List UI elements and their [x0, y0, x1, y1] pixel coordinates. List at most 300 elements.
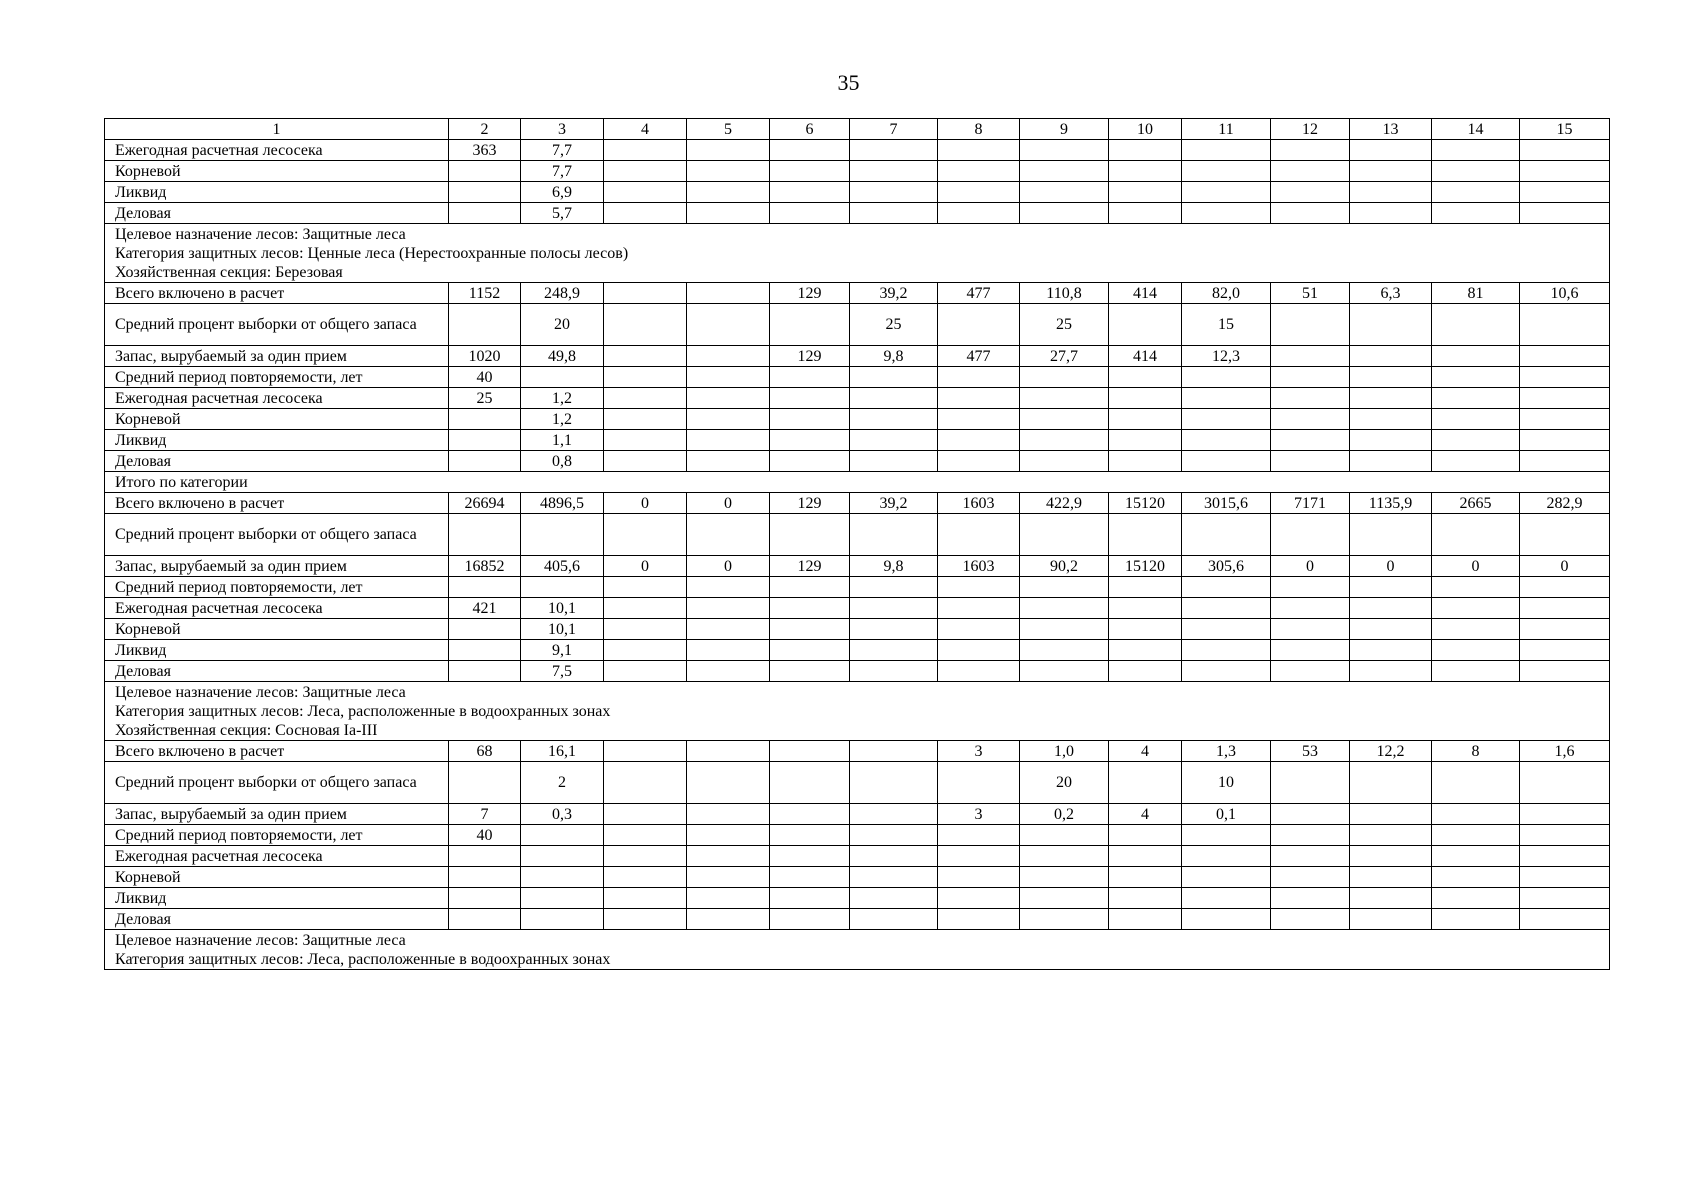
table-cell — [1432, 888, 1520, 909]
table-row — [105, 182, 1610, 203]
table-cell — [938, 640, 1020, 661]
table-cell — [687, 867, 770, 888]
table-cell — [449, 430, 521, 451]
table-cell: 3 — [938, 741, 1020, 762]
table-cell — [1271, 451, 1350, 472]
table-cell — [604, 514, 687, 556]
table-cell — [938, 409, 1020, 430]
table-cell — [1350, 514, 1432, 556]
table-cell — [1432, 430, 1520, 451]
table-cell — [850, 640, 938, 661]
table-cell — [770, 203, 850, 224]
table-row — [105, 514, 1610, 556]
table-cell — [770, 598, 850, 619]
table-cell — [1182, 182, 1271, 203]
table-cell — [938, 825, 1020, 846]
table-cell: 4896,5 — [521, 493, 604, 514]
table-cell — [1109, 430, 1182, 451]
row-label: Всего включено в расчет — [105, 283, 449, 304]
table-cell — [1432, 367, 1520, 388]
section-header-row — [105, 682, 1610, 741]
table-cell — [938, 161, 1020, 182]
table-cell — [1350, 825, 1432, 846]
table-cell — [1271, 661, 1350, 682]
table-cell — [770, 619, 850, 640]
table-cell — [1520, 640, 1610, 661]
column-number-cell: 3 — [521, 119, 604, 140]
table-cell — [1520, 367, 1610, 388]
table-cell — [604, 203, 687, 224]
section-header-cell — [105, 682, 1610, 741]
section-line: Целевое назначение лесов: Защитные леса — [115, 225, 406, 243]
table-cell: 421 — [449, 598, 521, 619]
table-cell — [770, 409, 850, 430]
table-cell: 6,9 — [521, 182, 604, 203]
table-cell — [1271, 367, 1350, 388]
table-cell — [850, 451, 938, 472]
table-cell — [850, 888, 938, 909]
table-cell — [1182, 846, 1271, 867]
table-cell — [770, 182, 850, 203]
table-cell — [770, 514, 850, 556]
table-cell — [449, 203, 521, 224]
table-cell — [604, 346, 687, 367]
table-cell — [1520, 161, 1610, 182]
table-cell — [1350, 409, 1432, 430]
table-cell — [604, 888, 687, 909]
section-line: Целевое назначение лесов: Защитные леса — [115, 683, 406, 701]
table-cell — [770, 846, 850, 867]
table-cell — [1020, 640, 1109, 661]
table-cell: 39,2 — [850, 283, 938, 304]
row-label: Деловая — [105, 909, 449, 930]
table-cell: 129 — [770, 283, 850, 304]
table-row — [105, 741, 1610, 762]
table-cell — [687, 161, 770, 182]
table-cell — [1109, 577, 1182, 598]
row-label: Ликвид — [105, 430, 449, 451]
table-cell — [1271, 867, 1350, 888]
table-cell — [1350, 304, 1432, 346]
table-cell — [1520, 598, 1610, 619]
table-cell — [850, 804, 938, 825]
table-cell — [604, 741, 687, 762]
table-cell — [1182, 867, 1271, 888]
table-cell — [1271, 577, 1350, 598]
row-label: Средний процент выборки от общего запаса — [105, 762, 449, 804]
table-cell — [1520, 867, 1610, 888]
row-label: Всего включено в расчет — [105, 741, 449, 762]
table-cell: 0 — [1520, 556, 1610, 577]
table-cell — [1020, 598, 1109, 619]
table-cell — [850, 182, 938, 203]
table-cell: 68 — [449, 741, 521, 762]
section-header-row — [105, 472, 1610, 493]
table-cell — [1350, 388, 1432, 409]
table-cell — [1182, 430, 1271, 451]
table-cell — [687, 846, 770, 867]
table-cell: 405,6 — [521, 556, 604, 577]
table-cell — [850, 367, 938, 388]
table-cell — [1271, 388, 1350, 409]
table-cell — [449, 409, 521, 430]
table-cell — [1020, 161, 1109, 182]
table-cell — [850, 430, 938, 451]
table-cell — [1109, 888, 1182, 909]
table-cell: 0 — [1350, 556, 1432, 577]
table-cell — [1350, 451, 1432, 472]
table-cell — [850, 514, 938, 556]
table-cell — [604, 846, 687, 867]
table-cell: 3 — [938, 804, 1020, 825]
table-row — [105, 762, 1610, 804]
table-cell: 0 — [1432, 556, 1520, 577]
table-cell: 10,1 — [521, 598, 604, 619]
table-cell — [1350, 762, 1432, 804]
table-cell — [1350, 888, 1432, 909]
table-cell: 1152 — [449, 283, 521, 304]
table-cell: 40 — [449, 367, 521, 388]
table-cell: 9,8 — [850, 346, 938, 367]
table-row — [105, 304, 1610, 346]
table-cell — [770, 888, 850, 909]
table-cell — [604, 598, 687, 619]
table-cell: 27,7 — [1020, 346, 1109, 367]
section-line: Категория защитных лесов: Леса, расположенные в водоохранных зонах — [115, 702, 611, 720]
table-cell: 477 — [938, 283, 1020, 304]
table-cell — [1432, 304, 1520, 346]
table-cell — [449, 577, 521, 598]
table-cell — [1520, 346, 1610, 367]
table-cell: 0 — [687, 493, 770, 514]
table-cell — [850, 203, 938, 224]
row-label: Ликвид — [105, 640, 449, 661]
table-cell — [687, 451, 770, 472]
table-cell — [1432, 514, 1520, 556]
row-label: Запас, вырубаемый за один прием — [105, 804, 449, 825]
table-cell — [770, 388, 850, 409]
table-cell — [687, 598, 770, 619]
table-cell — [1109, 825, 1182, 846]
table-cell — [521, 867, 604, 888]
table-cell — [1350, 640, 1432, 661]
table-row — [105, 451, 1610, 472]
table-cell — [449, 304, 521, 346]
table-cell — [1271, 762, 1350, 804]
table-cell — [604, 762, 687, 804]
table-cell: 1,0 — [1020, 741, 1109, 762]
table-cell: 26694 — [449, 493, 521, 514]
table-cell — [850, 741, 938, 762]
column-number-cell: 7 — [850, 119, 938, 140]
table-cell — [850, 762, 938, 804]
table-cell — [770, 762, 850, 804]
table-cell: 12,3 — [1182, 346, 1271, 367]
table-cell — [1109, 140, 1182, 161]
section-line: Категория защитных лесов: Ценные леса (Нерестоохранные полосы лесов) — [115, 244, 629, 262]
column-number-cell: 13 — [1350, 119, 1432, 140]
table-cell — [449, 514, 521, 556]
table-cell: 282,9 — [1520, 493, 1610, 514]
table-cell — [1109, 161, 1182, 182]
table-cell: 6,3 — [1350, 283, 1432, 304]
table-cell — [1182, 909, 1271, 930]
table-cell: 51 — [1271, 283, 1350, 304]
table-cell — [1432, 140, 1520, 161]
table-cell — [449, 182, 521, 203]
table-cell — [770, 367, 850, 388]
table-cell: 248,9 — [521, 283, 604, 304]
table-cell — [1350, 846, 1432, 867]
row-label: Деловая — [105, 661, 449, 682]
table-cell: 7,7 — [521, 161, 604, 182]
column-number-cell: 1 — [105, 119, 449, 140]
table-cell — [1109, 388, 1182, 409]
row-label: Корневой — [105, 867, 449, 888]
table-cell — [1020, 577, 1109, 598]
table-cell — [604, 451, 687, 472]
row-label: Средний период повторяемости, лет — [105, 577, 449, 598]
table-cell — [449, 619, 521, 640]
table-row — [105, 556, 1610, 577]
table-row — [105, 598, 1610, 619]
table-cell: 49,8 — [521, 346, 604, 367]
section-line: Хозяйственная секция: Сосновая Ia-III — [115, 721, 378, 739]
row-label: Корневой — [105, 409, 449, 430]
row-label: Корневой — [105, 161, 449, 182]
table-cell — [1520, 430, 1610, 451]
table-row — [105, 283, 1610, 304]
table-cell — [687, 283, 770, 304]
table-cell — [1271, 182, 1350, 203]
table-cell — [1520, 619, 1610, 640]
table-cell: 0 — [604, 556, 687, 577]
table-row — [105, 867, 1610, 888]
table-cell — [1020, 451, 1109, 472]
table-cell — [604, 161, 687, 182]
table-cell — [521, 577, 604, 598]
table-cell — [1020, 846, 1109, 867]
table-cell: 1603 — [938, 556, 1020, 577]
column-number-cell: 2 — [449, 119, 521, 140]
table-cell — [687, 804, 770, 825]
table-cell — [850, 661, 938, 682]
table-row — [105, 367, 1610, 388]
table-cell — [1109, 514, 1182, 556]
table-cell — [687, 825, 770, 846]
table-cell — [449, 867, 521, 888]
table-cell — [604, 661, 687, 682]
table-cell — [850, 577, 938, 598]
table-cell — [449, 161, 521, 182]
table-row — [105, 346, 1610, 367]
table-cell — [770, 661, 850, 682]
table-cell: 0,8 — [521, 451, 604, 472]
table-cell — [850, 619, 938, 640]
table-cell — [1432, 161, 1520, 182]
table-cell — [938, 203, 1020, 224]
table-cell — [1271, 640, 1350, 661]
table-cell — [938, 619, 1020, 640]
table-cell: 422,9 — [1020, 493, 1109, 514]
table-cell — [938, 661, 1020, 682]
table-cell — [604, 140, 687, 161]
table-row — [105, 203, 1610, 224]
table-cell: 0 — [1271, 556, 1350, 577]
row-label: Запас, вырубаемый за один прием — [105, 556, 449, 577]
table-cell — [1182, 203, 1271, 224]
row-label: Всего включено в расчет — [105, 493, 449, 514]
table-cell — [1350, 577, 1432, 598]
table-cell — [1520, 804, 1610, 825]
table-cell — [1271, 804, 1350, 825]
table-cell: 4 — [1109, 741, 1182, 762]
table-cell — [604, 909, 687, 930]
table-cell — [1350, 346, 1432, 367]
table-row — [105, 409, 1610, 430]
section-header-row — [105, 224, 1610, 283]
table-cell — [1520, 909, 1610, 930]
table-cell: 363 — [449, 140, 521, 161]
table-cell — [938, 430, 1020, 451]
table-cell — [850, 161, 938, 182]
table-cell — [1432, 825, 1520, 846]
table-cell — [1271, 409, 1350, 430]
table-cell — [1271, 825, 1350, 846]
row-label: Средний период повторяемости, лет — [105, 825, 449, 846]
table-cell — [1020, 909, 1109, 930]
row-label: Запас, вырубаемый за один прием — [105, 346, 449, 367]
table-cell — [1350, 619, 1432, 640]
table-cell — [1350, 598, 1432, 619]
table-cell — [1020, 888, 1109, 909]
table-cell — [521, 909, 604, 930]
table-cell — [604, 640, 687, 661]
table-cell — [938, 388, 1020, 409]
table-cell — [1350, 909, 1432, 930]
table-cell — [1432, 867, 1520, 888]
table-cell — [1432, 203, 1520, 224]
table-cell — [1520, 661, 1610, 682]
table-cell: 7171 — [1271, 493, 1350, 514]
table-row — [105, 888, 1610, 909]
table-cell: 10 — [1182, 762, 1271, 804]
table-cell — [1432, 804, 1520, 825]
table-cell — [1020, 409, 1109, 430]
table-cell — [449, 888, 521, 909]
table-cell — [1432, 409, 1520, 430]
table-cell — [1109, 762, 1182, 804]
table-cell — [1182, 619, 1271, 640]
column-number-cell: 9 — [1020, 119, 1109, 140]
table-cell — [1350, 804, 1432, 825]
table-cell — [770, 577, 850, 598]
table-cell — [1182, 598, 1271, 619]
table-cell: 16,1 — [521, 741, 604, 762]
table-cell — [1432, 182, 1520, 203]
table-cell — [1520, 409, 1610, 430]
table-cell — [1182, 514, 1271, 556]
table-cell: 20 — [521, 304, 604, 346]
table-cell: 12,2 — [1350, 741, 1432, 762]
table-cell: 90,2 — [1020, 556, 1109, 577]
table-cell — [521, 846, 604, 867]
table-cell — [1109, 304, 1182, 346]
table-cell: 414 — [1109, 346, 1182, 367]
table-cell — [1109, 598, 1182, 619]
table-cell — [604, 367, 687, 388]
table-cell — [850, 846, 938, 867]
table-cell — [1520, 846, 1610, 867]
table-cell — [1350, 430, 1432, 451]
table-cell — [687, 640, 770, 661]
table-row — [105, 804, 1610, 825]
table-cell — [604, 409, 687, 430]
table-cell — [1432, 661, 1520, 682]
table-cell — [1182, 161, 1271, 182]
table-cell — [938, 909, 1020, 930]
table-cell — [770, 867, 850, 888]
column-number-cell: 5 — [687, 119, 770, 140]
row-label: Ликвид — [105, 888, 449, 909]
row-label: Ликвид — [105, 182, 449, 203]
table-cell — [850, 409, 938, 430]
table-cell: 305,6 — [1182, 556, 1271, 577]
table-cell — [938, 762, 1020, 804]
column-number-cell: 6 — [770, 119, 850, 140]
table-cell — [604, 182, 687, 203]
forest-calculation-table — [104, 118, 1610, 970]
table-cell — [687, 514, 770, 556]
table-cell: 15120 — [1109, 556, 1182, 577]
table-cell — [687, 346, 770, 367]
table-cell: 10,1 — [521, 619, 604, 640]
table-cell — [449, 640, 521, 661]
table-cell — [850, 388, 938, 409]
table-cell — [687, 388, 770, 409]
table-cell — [1432, 619, 1520, 640]
table-cell — [521, 367, 604, 388]
table-cell — [770, 741, 850, 762]
table-cell — [1432, 598, 1520, 619]
table-cell — [850, 825, 938, 846]
table-cell — [1432, 762, 1520, 804]
table-cell — [1109, 619, 1182, 640]
table-cell — [1182, 640, 1271, 661]
table-cell — [1271, 140, 1350, 161]
table-cell — [449, 451, 521, 472]
table-cell — [604, 619, 687, 640]
table-cell: 7,5 — [521, 661, 604, 682]
row-label: Ежегодная расчетная лесосека — [105, 388, 449, 409]
table-row — [105, 577, 1610, 598]
table-cell — [687, 409, 770, 430]
table-cell — [1182, 367, 1271, 388]
table-row — [105, 640, 1610, 661]
table-cell: 9,1 — [521, 640, 604, 661]
table-cell — [1350, 182, 1432, 203]
table-cell — [1520, 577, 1610, 598]
table-cell — [1109, 203, 1182, 224]
table-cell — [1109, 661, 1182, 682]
table-cell — [938, 304, 1020, 346]
table-cell — [1182, 409, 1271, 430]
table-cell — [1432, 577, 1520, 598]
table-cell — [1182, 661, 1271, 682]
table-cell: 129 — [770, 556, 850, 577]
row-label: Деловая — [105, 203, 449, 224]
table-cell — [1271, 909, 1350, 930]
